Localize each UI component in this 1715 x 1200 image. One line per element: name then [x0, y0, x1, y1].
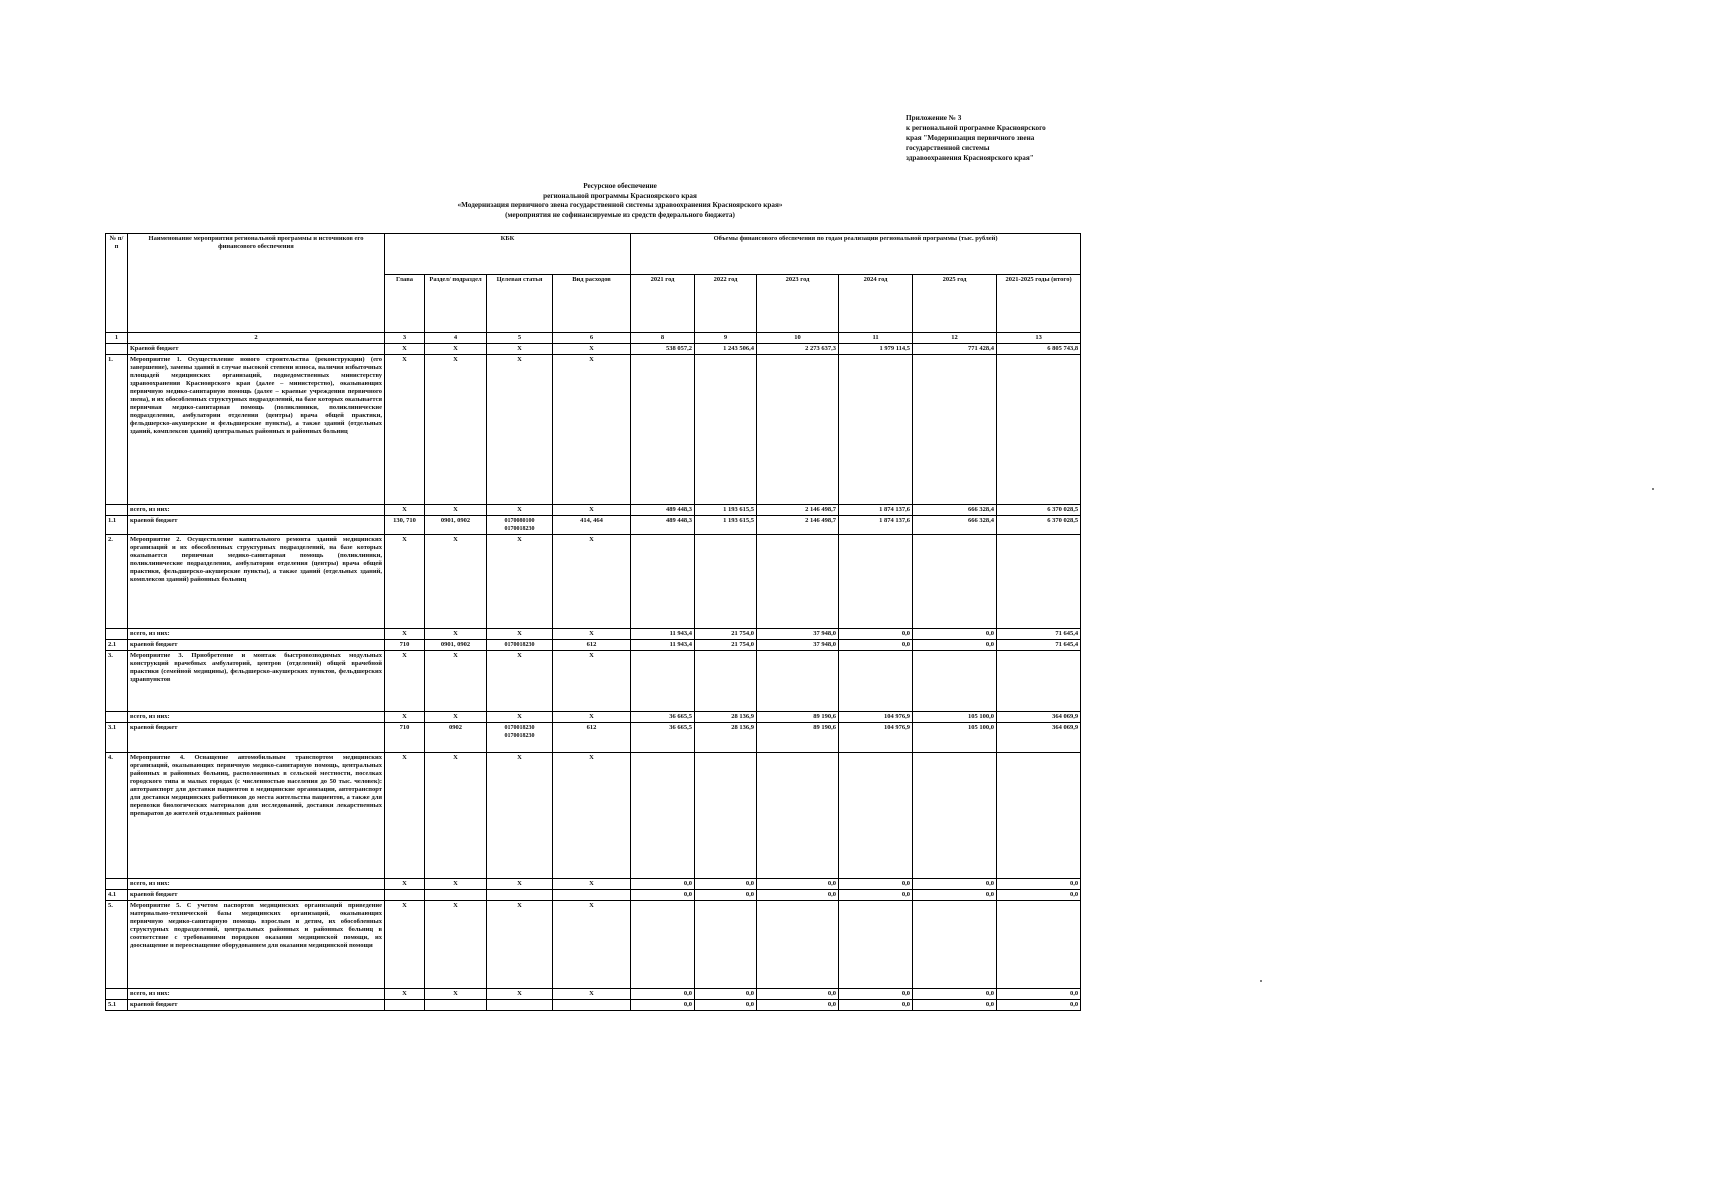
- celevaya-cell: 0170080100 0170018230: [487, 516, 553, 535]
- value-cell: 0,0: [913, 640, 997, 651]
- row-label: всего, из них:: [128, 989, 385, 1000]
- row-num: 5.1: [106, 1000, 128, 1011]
- title-line: (мероприятия не софинансируемые из средств федерального бюджета): [505, 210, 735, 219]
- vid-cell: 612: [553, 640, 631, 651]
- activity-total-row: [106, 505, 1081, 516]
- value-cell: [913, 901, 997, 989]
- header-num: № п/п: [106, 234, 128, 333]
- value-cell: [695, 355, 757, 505]
- column-number: 2: [128, 333, 385, 344]
- value-cell: [695, 651, 757, 712]
- value-cell: 2 146 498,7: [757, 505, 839, 516]
- value-cell: 364 069,9: [997, 712, 1081, 723]
- value-cell: 0,0: [695, 890, 757, 901]
- row-num: [106, 505, 128, 516]
- value-cell: 0,0: [757, 879, 839, 890]
- value-cell: [631, 753, 695, 879]
- value-cell: 6 370 028,5: [997, 516, 1081, 535]
- razdel-cell: [425, 1000, 487, 1011]
- column-number: 3: [385, 333, 425, 344]
- row-label: краевой бюджет: [128, 516, 385, 535]
- value-cell: 0,0: [913, 879, 997, 890]
- activity-num: 3.: [106, 651, 128, 712]
- appendix-line: края "Модернизация первичного звена: [906, 134, 1035, 142]
- activity-name: Мероприятие 2. Осуществление капитального ремонта зданий медицинских организаций и их обособленных структурных подразделений, на базе которых оказывается первичная медико-санитарная помощь (поликлиники, поликлинические подразделения, амбулатории отделения (центры) врача общей практики, фельдшерско-акушерские пункты), а также зданий (отдельных зданий, комплексов зданий) районных больниц: [128, 535, 385, 629]
- value-cell: 28 136,9: [695, 723, 757, 753]
- row-num: [106, 712, 128, 723]
- kbk-cell: X: [385, 753, 425, 879]
- value-cell: 104 976,9: [839, 712, 913, 723]
- activity-num: 1.: [106, 355, 128, 505]
- value-cell: 666 328,4: [913, 505, 997, 516]
- value-cell: 37 948,0: [757, 629, 839, 640]
- activity-row: [106, 753, 1081, 879]
- value-cell: [913, 651, 997, 712]
- row-num: 3.1: [106, 723, 128, 753]
- kbk-cell: X: [553, 505, 631, 516]
- kbk-cell: X: [553, 879, 631, 890]
- kbk-cell: X: [425, 989, 487, 1000]
- resource-table: [105, 233, 1081, 1011]
- value-cell: 2 146 498,7: [757, 516, 839, 535]
- value-cell: 0,0: [997, 1000, 1081, 1011]
- kbk-cell: X: [425, 712, 487, 723]
- column-number: 6: [553, 333, 631, 344]
- value-cell: 489 448,3: [631, 505, 695, 516]
- kbk-cell: X: [487, 901, 553, 989]
- kbk-cell: X: [553, 344, 631, 355]
- kbk-cell: X: [385, 344, 425, 355]
- value-cell: 11 943,4: [631, 629, 695, 640]
- kbk-cell: X: [487, 989, 553, 1000]
- document-title: [360, 182, 880, 220]
- activity-total-row: [106, 629, 1081, 640]
- value-cell: 89 190,6: [757, 723, 839, 753]
- value-cell: [913, 355, 997, 505]
- value-cell: [839, 901, 913, 989]
- value-cell: 6 805 743,8: [997, 344, 1081, 355]
- value-cell: 71 645,4: [997, 640, 1081, 651]
- value-cell: 0,0: [757, 890, 839, 901]
- activity-name: Мероприятие 4. Оснащение автомобильным транспортом медицинских организаций, оказывающих первичную медико-санитарную помощь, центральных районных и районных больниц, расположенных в сельской местности, поселках городского типа и малых городах (с численностью населения до 50 тыс. человек): автотранспорт для доставки пациентов в медицинские организации, автотранспорт для доставки медицинских работников до места жительства пациентов, а также для перевозки биологических материалов для исследований, доставки лекарственных препаратов до жителей отдаленных районов: [128, 753, 385, 879]
- kbk-cell: X: [425, 505, 487, 516]
- razdel-cell: 0901, 0902: [425, 640, 487, 651]
- value-cell: [631, 901, 695, 989]
- row-num: [106, 629, 128, 640]
- header-total: 2021-2025 годы (итого): [997, 275, 1081, 333]
- celevaya-cell: 0170018230 0170018230: [487, 723, 553, 753]
- value-cell: [695, 753, 757, 879]
- kbk-cell: X: [385, 505, 425, 516]
- title-line: Ресурсное обеспечение: [583, 182, 657, 190]
- vid-cell: [553, 1000, 631, 1011]
- kbk-cell: X: [425, 355, 487, 505]
- kbk-cell: X: [487, 629, 553, 640]
- value-cell: 0,0: [757, 989, 839, 1000]
- kbk-cell: X: [553, 753, 631, 879]
- razdel-cell: 0901, 0902: [425, 516, 487, 535]
- value-cell: [997, 753, 1081, 879]
- row-label: всего, из них:: [128, 629, 385, 640]
- value-cell: 105 100,0: [913, 723, 997, 753]
- value-cell: 1 874 137,6: [839, 516, 913, 535]
- value-cell: 0,0: [839, 890, 913, 901]
- kbk-cell: X: [425, 901, 487, 989]
- razdel-cell: [425, 890, 487, 901]
- activity-kraevoy-row: [106, 640, 1081, 651]
- activity-kraevoy-row: [106, 516, 1081, 535]
- column-number: 5: [487, 333, 553, 344]
- vid-cell: [553, 890, 631, 901]
- header-2022: 2022 год: [695, 275, 757, 333]
- value-cell: 0,0: [839, 989, 913, 1000]
- value-cell: 2 273 637,3: [757, 344, 839, 355]
- column-number-row: [106, 333, 1081, 344]
- value-cell: [997, 355, 1081, 505]
- value-cell: 105 100,0: [913, 712, 997, 723]
- header-razdel: Раздел/ подраздел: [425, 275, 487, 333]
- celevaya-cell: 0170018230: [487, 640, 553, 651]
- value-cell: [695, 535, 757, 629]
- kbk-cell: X: [553, 629, 631, 640]
- kbk-cell: X: [385, 535, 425, 629]
- kbk-cell: X: [385, 629, 425, 640]
- value-cell: [913, 753, 997, 879]
- glava-cell: 710: [385, 723, 425, 753]
- value-cell: 0,0: [839, 640, 913, 651]
- row-label: краевой бюджет: [128, 640, 385, 651]
- kbk-cell: X: [487, 651, 553, 712]
- value-cell: 0,0: [913, 890, 997, 901]
- value-cell: [757, 651, 839, 712]
- header-vid: Вид расходов: [553, 275, 631, 333]
- value-cell: 0,0: [839, 629, 913, 640]
- appendix-line: государственной системы: [906, 144, 990, 152]
- header-row-1: [106, 234, 1081, 275]
- kbk-cell: X: [553, 651, 631, 712]
- row-num: [106, 344, 128, 355]
- activity-kraevoy-row: [106, 723, 1081, 753]
- appendix-line: к региональной программе Красноярского: [906, 124, 1046, 132]
- kbk-cell: X: [425, 629, 487, 640]
- kbk-cell: X: [425, 651, 487, 712]
- value-cell: [757, 355, 839, 505]
- value-cell: [695, 901, 757, 989]
- activity-num: 5.: [106, 901, 128, 989]
- glava-cell: 710: [385, 640, 425, 651]
- value-cell: 0,0: [757, 1000, 839, 1011]
- vid-cell: 612: [553, 723, 631, 753]
- kbk-cell: X: [385, 879, 425, 890]
- kbk-cell: X: [553, 355, 631, 505]
- activity-name: Мероприятие 5. С учетом паспортов медицинских организаций приведение материально-технической базы медицинских организаций, оказывающих первичную медико-санитарную помощь взрослым и детям, их обособленных структурных подразделений, центральных районных и районных больниц в соответствие с требованиями порядков оказания медицинской помощи, их дооснащение и переоснащение оборудованием для оказания медицинской помощи: [128, 901, 385, 989]
- value-cell: [997, 651, 1081, 712]
- value-cell: 21 754,0: [695, 640, 757, 651]
- value-cell: 0,0: [913, 1000, 997, 1011]
- activity-kraevoy-row: [106, 890, 1081, 901]
- row-label: всего, из них:: [128, 879, 385, 890]
- value-cell: 36 665,5: [631, 723, 695, 753]
- value-cell: [839, 651, 913, 712]
- value-cell: 28 136,9: [695, 712, 757, 723]
- value-cell: [631, 355, 695, 505]
- value-cell: 11 943,4: [631, 640, 695, 651]
- activity-row: [106, 535, 1081, 629]
- title-line: «Модернизация первичного звена государственной системы здравоохранения Красноярского края»: [457, 201, 783, 209]
- activity-name: Мероприятие 1. Осуществление нового строительства (реконструкции) (его завершение), замены зданий в случае высокой степени износа, наличия избыточных площадей медицинских организаций, подведомственных министерству здравоохранения Красноярского края (далее – министерство), оказывающих первичную медико-санитарную помощь (далее – краевые учреждения первичного звена), и их обособленных структурных подразделений, на базе которых оказывается первичная медико-санитарная помощь (поликлиники, поликлинические подразделения, амбулатории отделения (центры) врача общей практики, фельдшерско-акушерские и фельдшерские пункты), а также зданий (отдельных зданий, комплексов зданий) центральных районных и районных больниц: [128, 355, 385, 505]
- appendix-line: здравоохранения Красноярского края": [906, 154, 1034, 162]
- header-glava: Глава: [385, 275, 425, 333]
- value-cell: 489 448,3: [631, 516, 695, 535]
- value-cell: 1 193 615,5: [695, 516, 757, 535]
- row-label: краевой бюджет: [128, 890, 385, 901]
- value-cell: 0,0: [839, 879, 913, 890]
- value-cell: 0,0: [695, 879, 757, 890]
- activity-total-row: [106, 712, 1081, 723]
- kbk-cell: X: [553, 901, 631, 989]
- value-cell: 538 057,2: [631, 344, 695, 355]
- value-cell: [631, 535, 695, 629]
- row-label: Краевой бюджет: [128, 344, 385, 355]
- value-cell: 1 874 137,6: [839, 505, 913, 516]
- scan-dot: [1260, 980, 1262, 982]
- kbk-cell: X: [487, 712, 553, 723]
- value-cell: 1 193 615,5: [695, 505, 757, 516]
- column-number: 12: [913, 333, 997, 344]
- header-name: Наименование мероприятия региональной программы и источников его финансового обеспечения: [128, 234, 385, 333]
- value-cell: 0,0: [839, 1000, 913, 1011]
- value-cell: 666 328,4: [913, 516, 997, 535]
- kbk-cell: X: [425, 879, 487, 890]
- kbk-cell: X: [385, 712, 425, 723]
- value-cell: 21 754,0: [695, 629, 757, 640]
- glava-cell: 130, 710: [385, 516, 425, 535]
- row-label: краевой бюджет: [128, 723, 385, 753]
- row-num: [106, 989, 128, 1000]
- header-2021: 2021 год: [631, 275, 695, 333]
- value-cell: [839, 753, 913, 879]
- row-label: всего, из них:: [128, 712, 385, 723]
- header-kbk: КБК: [385, 234, 631, 275]
- kbk-cell: X: [553, 712, 631, 723]
- kbk-cell: X: [385, 651, 425, 712]
- value-cell: 0,0: [631, 1000, 695, 1011]
- value-cell: 0,0: [997, 890, 1081, 901]
- value-cell: [997, 901, 1081, 989]
- value-cell: [839, 535, 913, 629]
- glava-cell: [385, 890, 425, 901]
- row-label: краевой бюджет: [128, 1000, 385, 1011]
- value-cell: 0,0: [997, 879, 1081, 890]
- razdel-cell: 0902: [425, 723, 487, 753]
- kbk-cell: X: [385, 989, 425, 1000]
- appendix-line: Приложение № 3: [906, 114, 962, 122]
- kbk-cell: X: [553, 989, 631, 1000]
- value-cell: [913, 535, 997, 629]
- activity-row: [106, 901, 1081, 989]
- activity-row: [106, 651, 1081, 712]
- kbk-cell: X: [487, 535, 553, 629]
- value-cell: [757, 535, 839, 629]
- kbk-cell: X: [425, 344, 487, 355]
- row-num: 2.1: [106, 640, 128, 651]
- header-2025: 2025 год: [913, 275, 997, 333]
- value-cell: 0,0: [631, 879, 695, 890]
- value-cell: 6 370 028,5: [997, 505, 1081, 516]
- kbk-cell: X: [385, 355, 425, 505]
- value-cell: 0,0: [913, 629, 997, 640]
- column-number: 10: [757, 333, 839, 344]
- activity-kraevoy-row: [106, 1000, 1081, 1011]
- vid-cell: 414, 464: [553, 516, 631, 535]
- row-num: [106, 879, 128, 890]
- glava-cell: [385, 1000, 425, 1011]
- kbk-cell: X: [553, 535, 631, 629]
- scan-dot: [1652, 488, 1654, 490]
- value-cell: 0,0: [913, 989, 997, 1000]
- row-num: 4.1: [106, 890, 128, 901]
- row-num: 1.1: [106, 516, 128, 535]
- value-cell: [631, 651, 695, 712]
- kbk-cell: X: [385, 901, 425, 989]
- kraevoy-budget-total-row: [106, 344, 1081, 355]
- value-cell: 37 948,0: [757, 640, 839, 651]
- row-label: всего, из них:: [128, 505, 385, 516]
- value-cell: [839, 355, 913, 505]
- activity-name: Мероприятие 3. Приобретение и монтаж быстровозводимых модульных конструкций врачебных амбулаторий, центров (отделений) общей врачебной практики (семейной медицины), фельдшерско-акушерских пунктов, фельдшерских здравпунктов: [128, 651, 385, 712]
- column-number: 11: [839, 333, 913, 344]
- column-number: 8: [631, 333, 695, 344]
- column-number: 13: [997, 333, 1081, 344]
- kbk-cell: X: [425, 535, 487, 629]
- kbk-cell: X: [487, 355, 553, 505]
- header-celevaya: Целевая статья: [487, 275, 553, 333]
- value-cell: 1 243 506,4: [695, 344, 757, 355]
- value-cell: [757, 901, 839, 989]
- title-line: региональной программы Красноярского края: [543, 191, 697, 200]
- value-cell: [757, 753, 839, 879]
- value-cell: 1 979 114,5: [839, 344, 913, 355]
- kbk-cell: X: [487, 879, 553, 890]
- activity-total-row: [106, 879, 1081, 890]
- column-number: 4: [425, 333, 487, 344]
- value-cell: 89 190,6: [757, 712, 839, 723]
- header-2023: 2023 год: [757, 275, 839, 333]
- activity-row: [106, 355, 1081, 505]
- kbk-cell: X: [487, 753, 553, 879]
- activity-num: 4.: [106, 753, 128, 879]
- header-volumes: Объемы финансового обеспечения по годам реализации региональной программы (тыс. рублей): [631, 234, 1081, 275]
- value-cell: 36 665,5: [631, 712, 695, 723]
- value-cell: 771 428,4: [913, 344, 997, 355]
- value-cell: 0,0: [631, 890, 695, 901]
- activity-total-row: [106, 989, 1081, 1000]
- activity-num: 2.: [106, 535, 128, 629]
- column-number: 9: [695, 333, 757, 344]
- value-cell: 71 645,4: [997, 629, 1081, 640]
- header-2024: 2024 год: [839, 275, 913, 333]
- value-cell: [997, 535, 1081, 629]
- value-cell: 0,0: [997, 989, 1081, 1000]
- kbk-cell: X: [487, 505, 553, 516]
- value-cell: 104 976,9: [839, 723, 913, 753]
- column-number: 1: [106, 333, 128, 344]
- value-cell: 364 069,9: [997, 723, 1081, 753]
- value-cell: 0,0: [695, 1000, 757, 1011]
- celevaya-cell: [487, 890, 553, 901]
- appendix-note: [906, 113, 1081, 163]
- celevaya-cell: [487, 1000, 553, 1011]
- value-cell: 0,0: [695, 989, 757, 1000]
- kbk-cell: X: [487, 344, 553, 355]
- value-cell: 0,0: [631, 989, 695, 1000]
- kbk-cell: X: [425, 753, 487, 879]
